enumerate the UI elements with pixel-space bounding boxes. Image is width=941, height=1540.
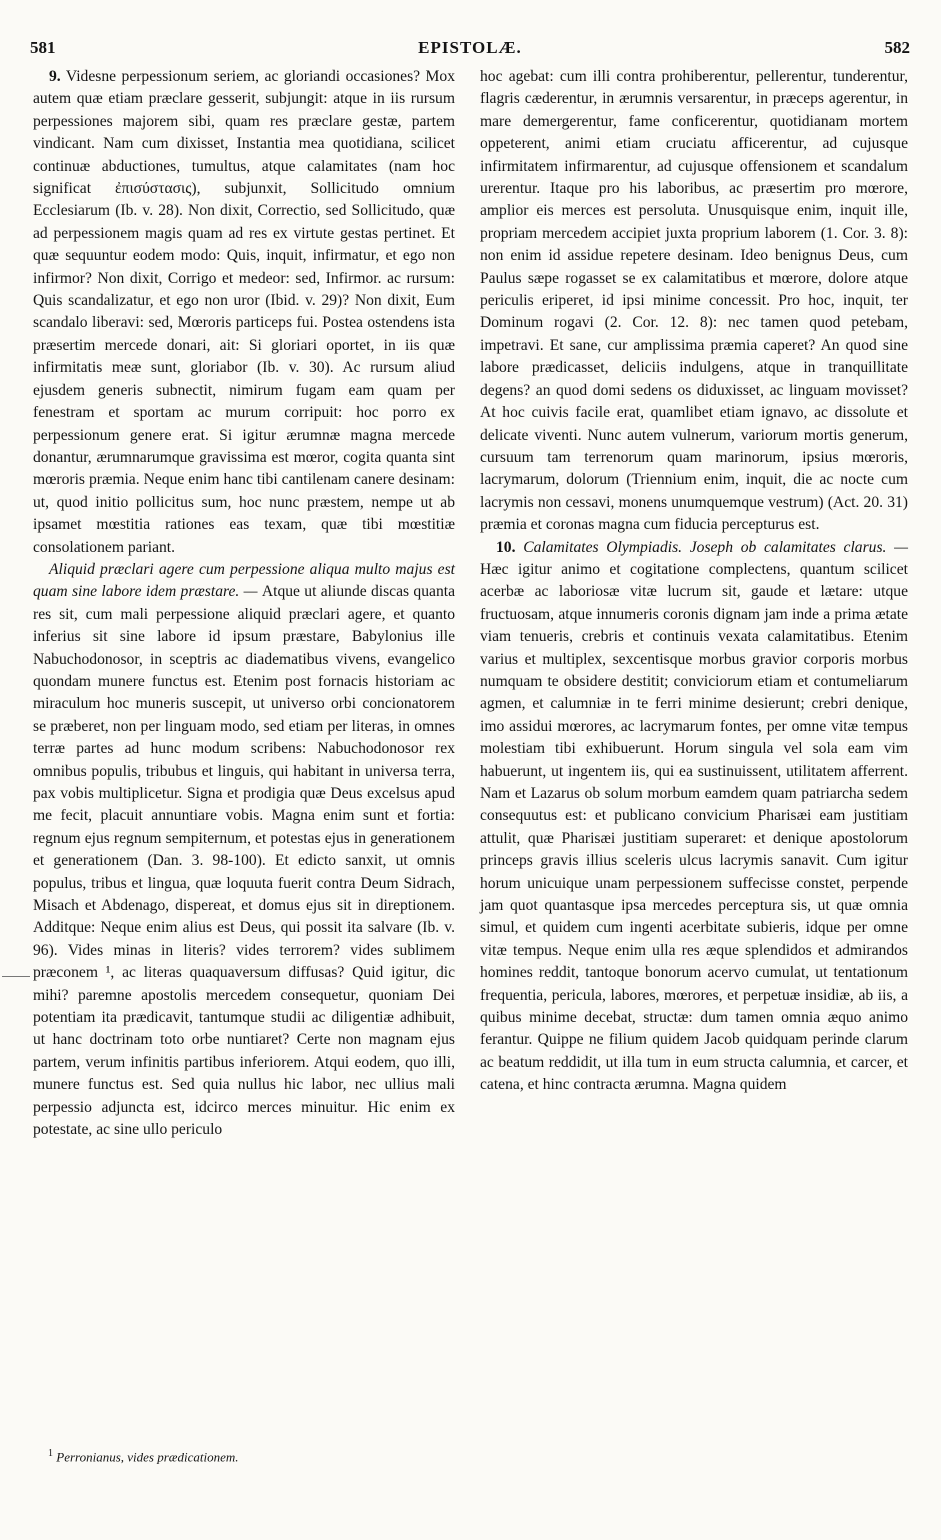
margin-mark — [2, 976, 30, 977]
running-header — [30, 38, 910, 60]
section-10-paragraph — [480, 537, 908, 1097]
subsection-heading: Aliquid præclari agere cum perpessione aliqua multo majus est quam sine labore idem præstare. — — [33, 560, 455, 601]
running-title: EPISTOLÆ. — [418, 38, 522, 57]
section-heading: Calamitates Olympiadis. Joseph ob calamitates clarus. — — [523, 538, 908, 556]
left-column — [33, 66, 455, 1142]
footnote-mark: 1 — [48, 1448, 53, 1459]
page-number-left: 581 — [30, 38, 56, 57]
paragraph-text: hoc agebat: cum illi contra prohiberentur, pellerentur, tunderentur, flagris cæderentur, in ærumnis versarentur, in præceps agerentur, in mare demergerentur, fame conficerentur, quotidianam mortem oppeterent, animi etiam cruciatu afficerentur, ad cujusque infirmitatem infirmarentur, ad cujusque offensionem et scandalum urerentur. Itaque pro his laboribus, ac præsertim pro mœrore, amplior eis merces est persoluta. Unusquisque enim, inquit ille, propriam mercedem accipiet juxta proprium laborem (1. Cor. 3. 8): non enim id assidue repetere desinam. Ideo benignus Deus, cum Paulus sæpe rogasset se ex calamitatibus et mœrore, dolore atque periculis eriperet, id ipsi minime concessit. Pro hoc, inquit, ter Dominum rogavi (2. Cor. 12. 8): nec tamen quod petebam, impetravi. Et sane, cur amplissima præmia caperet? An quod sine labore prædicasset, deliciis indulgens, atque in tranquillitate degens? an quod domi sedens os diduxisset, ac linguam movisset? At hoc cuivis facile erat, quamlibet etiam ignavo, ac dissolute et delicate viventi. Nunc autem vulnerum, variorum mortis generum, cursuum tam terrenorum quam marinorum, ipsius mœroris, lacrymarum, dolorum (Triennium enim, inquit, die ac nocte cum lacrymis non cessavi, monens unumquemque vestrum) (Act. 20. 31) præmia et coronas magna cum fiducia percepturus est. — [480, 68, 908, 534]
paragraph-text: Hæc igitur animo et cogitatione complectens, quantum scilicet acerbæ ac laboriosæ vitæ lucrum sit, gaude et lætare: utque fructuosam, atque innumeris coronis dignam jam inde a prima ætate viam tenueris, crebris et continuis vexata calamitatibus. Etenim varius et multiplex, sexcentisque morbus gravior corporis morbus numquam te obsidere destitit; conviciorum etiam et contumeliarum agmen, et calumniæ in te ferri minime desierunt; crebri denique, imo assidui mœrores, ac lacrymarum fontes, per omne vitæ tempus molestiam tibi exhibuerunt. Horum singula vel sola eam vim habuerunt, ut ingentem iis, qui ea sustinuissent, utilitatem afferrent. Nam et Lazarus ob solum morbum eamdem quam patriarcha sedem consequutus est: et publicano convicium Pharisæi eam justitiam attulit, quæ Pharisæi justitiam superaret: et denique apostolorum princeps gravis illius sceleris ulcus lacrymis sanavit. Cum igitur horum unicuique unam perpessionem suffecisse constet, perpende jam quot quantasque ipsa mercedes perceptura sis, ut quæ omnia simul, et quidem cum ingenti acerbitate subieris, idque per omne vitæ tempus. Neque enim ulla res æque splendidos et admirandos homines reddit, tantoque bonorum acervo cumulat, ut tentationum frequentia, pericula, labores, mœrores, et perpetuæ insidiæ, ab iis, a quibus minime decebat, structæ: dum tamen omnia æquo animo ferantur. Quippe ne filium quidem Jacob quidquam perinde clarum ac beatum reddidit, ut illa tum in eum structa calumnia, et carcer, et catena, et hinc contracta ærumna. Magna quidem — [480, 560, 908, 1094]
subsection-paragraph — [33, 559, 455, 1142]
section-number: 9. — [49, 68, 61, 85]
paragraph-text: Atque ut aliunde discas quanta res sit, cum mali perpessione aliquid præclari agere, et quanto inferius sit sine labore id ipsum præstare, Babylonius ille Nabuchodonosor, in sceptris ac diadematibus vivens, evangelico quondam munere functus est. Etenim post fornacis historiam ac miraculum hoc muneris suscepit, ut universo orbi concionatorem se præberet, non per linguam modo, sed etiam per literas, in omnes terræ partes ad hunc modum scribens: Nabuchodonosor rex omnibus populis, tribubus et linguis, qui habitant in universa terra, pax vobis multiplicetur. Signa et prodigia quæ Deus excelsus apud me fecit, placuit annuntiare vobis. Magna enim sunt et fortia: regnum ejus regnum sempiternum, et potestas ejus in generationem et generationem (Dan. 3. 98-100). Et edicto sanxit, ut omnis populus, tribus et lingua, quæ loquuta fuerit contra Deum Sidrach, Misach et Abdenago, dispereat, et domus ejus sit in direptionem. Additque: Neque enim alius est Deus, qui possit ita salvare (Ib. v. 96). Vides minas in literis? vides terrorem? vides sublimem præconem ¹, ac literas quaquaversum diffusas? Quid igitur, dic mihi? paremne apostolis mercedem consequetur, quoniam Dei potentiam ita prædicavit, tantumque studii ac diligentiæ adhibuit, ut hanc doctrinam toto orbe nuntiaret? Certe non magnam ejus partem, verum infinitis partibus inferiorem. Atqui eodem, quo illi, munere functus est. Sed quia nullus hic labor, nec ullius mali perpessio adjuncta est, idcirco merces minuitur. Hic enim ex potestate, ac sine ullo periculo — [33, 583, 455, 1139]
footnote-text: Perronianus, vides prædicationem. — [56, 1449, 239, 1465]
footnote — [48, 1448, 448, 1465]
page-number-right: 582 — [884, 38, 910, 57]
paragraph-text: Videsne perpessionum seriem, ac gloriandi occasiones? Mox autem quæ etiam præclare gesserit, subjungit: atque in iis rursum perpessiones majorem sibi, quam res præclare gestæ, partem vindicant. Nam cum dixisset, Instantia mea quotidiana, scilicet continuæ abductiones, tumultus, atque calamitates (nam hoc significat ἐπισύστασις), subjunxit, Sollicitudo omnium Ecclesiarum (Ib. v. 28). Non dixit, Correctio, sed Sollicitudo, quæ ad perpessionem magis quam ad res ex virtute gestas pertinet. Et quæ sequuntur eodem modo: Quis, inquit, infirmatur, et ego non infirmor? Non dixit, Corrigo et medeor: sed, Infirmor. ac rursum: Quis scandalizatur, et ego non uror (Ibid. v. 29)? Non dixit, Eum scandalo liberavi: sed, Mœroris particeps fui. Postea ostendens ista præsertim mercede donari, ait: Si gloriari oportet, in iis quæ infirmitatis meæ sunt, gloriabor (Ib. v. 30). Ac rursum aliud ejusdem generis subnectit, nimirum fugam eam quam per fenestram et sportam ac murum corripuit: hoc porro ex perpessionum genere erat. Si igitur ærumnæ magna mercede donantur, ærumnarumque gravissima est mœror, cogita quanta sint mœroris præmia. Neque enim hanc tibi cantilenam canere desinam: ut, quod initio pollicitus sum, hoc nunc præstem, nempe ut ab ipsamet mœstitia rationes eas texam, quæ tibi mœstitiæ consolationem pariant. — [33, 68, 455, 556]
section-number: 10. — [496, 538, 516, 556]
section-9-paragraph — [33, 66, 455, 559]
right-column — [480, 66, 908, 1097]
continued-paragraph — [480, 66, 908, 537]
